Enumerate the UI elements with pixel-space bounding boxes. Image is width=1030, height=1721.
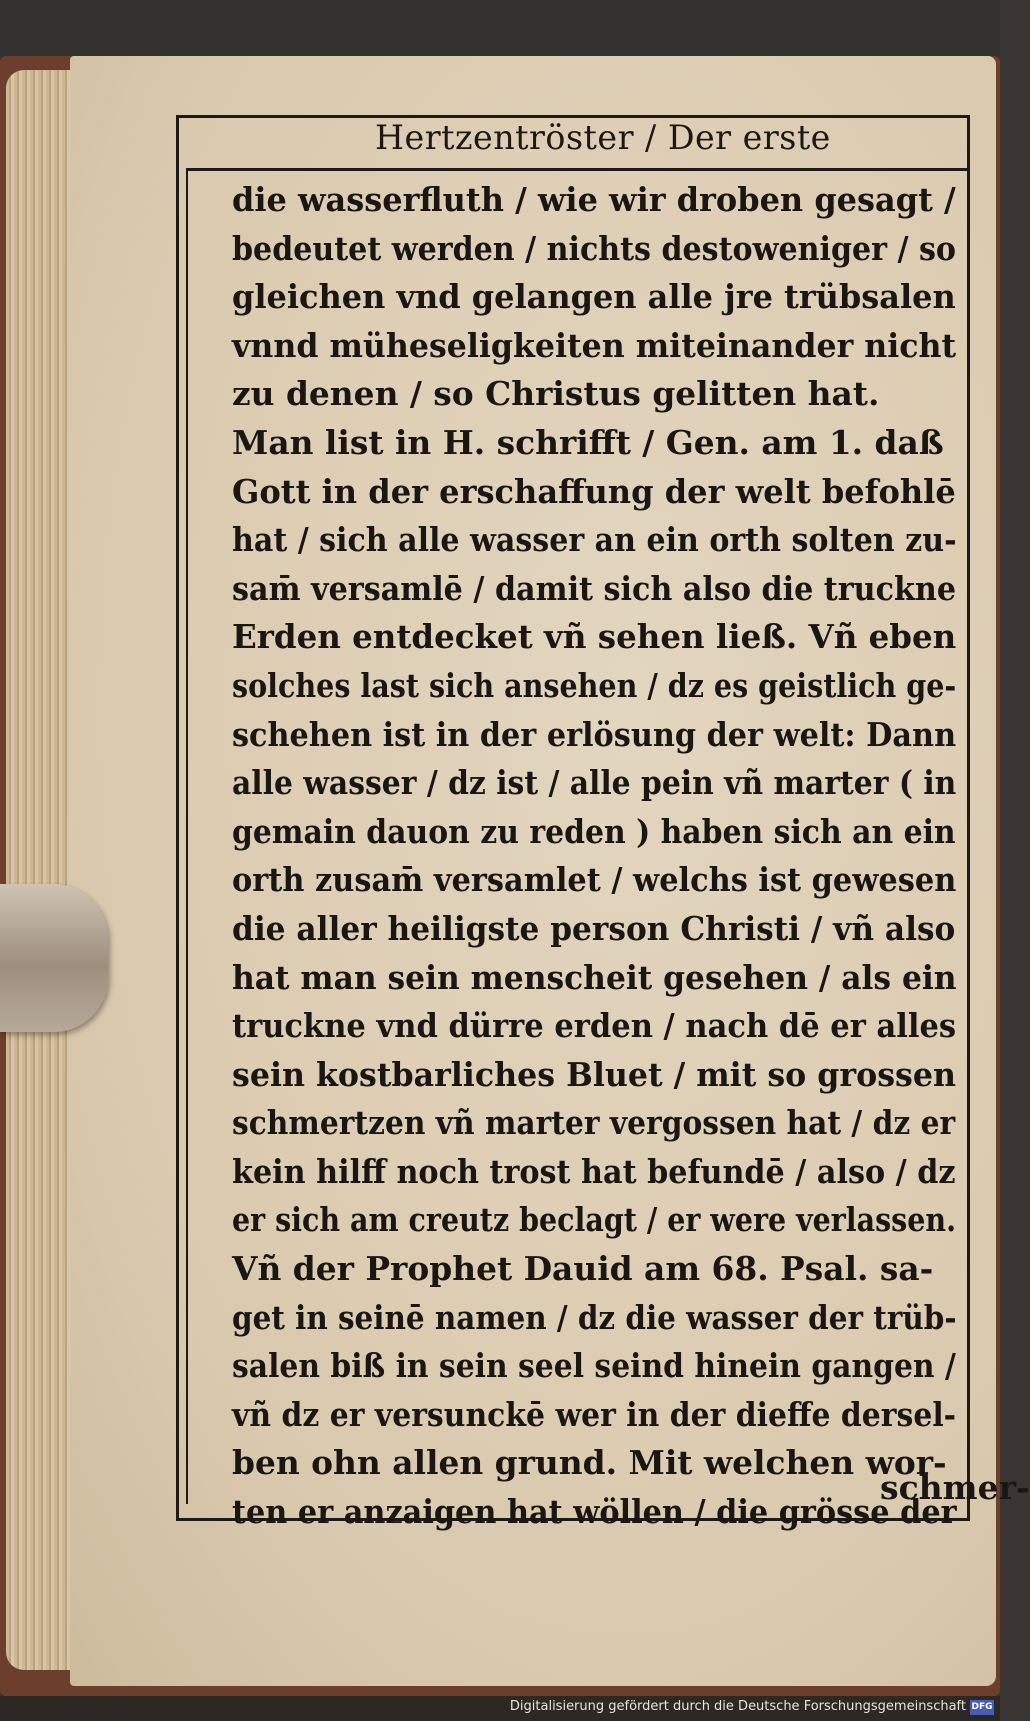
text-line: ten er anzaigen hat wöllen / die grösse der	[232, 1492, 957, 1532]
dfg-logo: DFG	[970, 1700, 994, 1715]
inner-frame-line	[186, 168, 188, 1504]
catchword: schmer-	[880, 1468, 1030, 1507]
text-line: gleichen vnd gelangen alle jre trübsalen	[232, 277, 956, 317]
text-line: vnnd müheseligkeiten miteinander nicht	[232, 325, 957, 365]
text-line: vñ dz er versunckē wer in der dieffe dersel-	[232, 1394, 957, 1434]
text-block	[232, 176, 960, 1537]
page-clip	[0, 884, 108, 1032]
text-line: bedeutet werden / nichts destoweniger / so	[232, 228, 956, 268]
text-line: zu denen / so Christus gelitten hat.	[232, 374, 880, 414]
text-line: sein kostbarliches Bluet / mit so grossen	[232, 1054, 956, 1094]
text-line: solches last sich ansehen / dz es geistlich ge-	[232, 665, 957, 705]
text-line: schmertzen vñ marter vergossen hat / dz er	[232, 1103, 956, 1143]
scan-top-background	[0, 0, 1000, 62]
text-line: Man list in H. schrifft / Gen. am 1. daß	[232, 422, 944, 462]
text-line: truckne vnd dürre erden / nach dē er alles	[232, 1006, 957, 1046]
text-line: ben ohn allen grund. Mit welchen wor-	[232, 1443, 947, 1483]
text-line: gemain dauon zu reden ) haben sich an ein	[232, 811, 956, 851]
header-rule	[188, 168, 968, 171]
text-line: er sich am creutz beclagt / er were verlassen.	[232, 1200, 957, 1240]
text-line: salen biß in sein seel seind hinein gangen /	[232, 1346, 956, 1386]
text-line: hat man sein menscheit gesehen / als ein	[232, 957, 957, 997]
text-line: schehen ist in der erlösung der welt: Dann	[232, 714, 957, 754]
text-line: orth zusam̄ versamlet / welchs ist gewesen	[232, 860, 957, 900]
footer-credit: Digitalisierung gefördert durch die Deutsche Forschungsgemeinschaft	[509, 1699, 966, 1714]
text-line: Vñ der Prophet Dauid am 68. Psal. sa-	[232, 1249, 934, 1289]
text-line: kein hilff noch trost hat befundē / also / dz	[232, 1151, 956, 1191]
running-head: Hertzentröster / Der erste	[375, 118, 831, 158]
text-line: alle wasser / dz ist / alle pein vñ marter ( in	[232, 763, 957, 803]
text-line: die wasserfluth / wie wir droben gesagt /	[232, 180, 956, 219]
text-line: sam̄ versamlē / damit sich also die truckne	[232, 568, 957, 608]
text-line: hat / sich alle wasser an ein orth solten zu-	[232, 520, 957, 560]
text-line: Gott in der erschaffung der welt befohlē	[232, 471, 956, 511]
text-line: get in seinē namen / dz die wasser der trüb-	[232, 1297, 957, 1337]
text-line: Erden entdecket vñ sehen ließ. Vñ eben	[232, 617, 957, 657]
text-line: die aller heiligste person Christi / vñ also	[232, 908, 956, 948]
